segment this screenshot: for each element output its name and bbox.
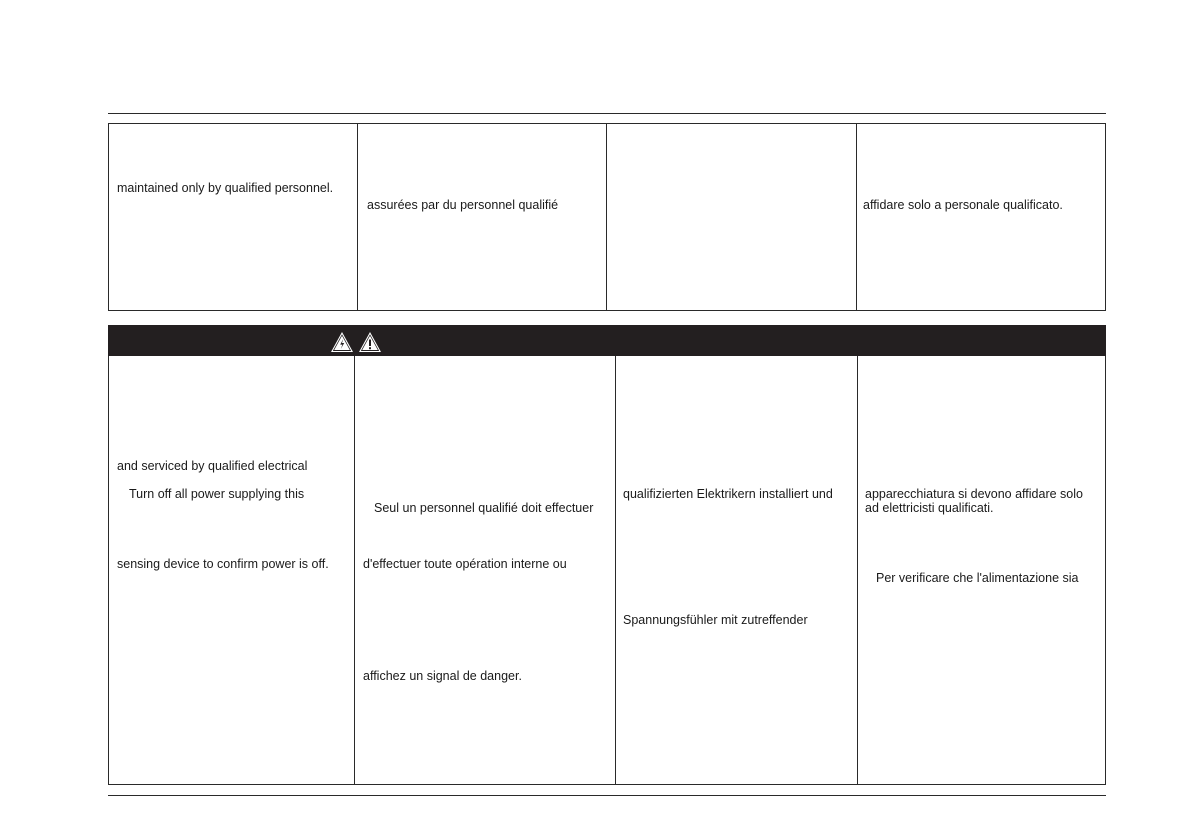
danger-text-it-1: apparecchiatura si devono affidare solo	[865, 487, 1083, 501]
top-text-fr: assurées par du personnel qualifié	[367, 198, 559, 212]
top-text-it: affidare solo a personale qualificato.	[863, 198, 1063, 212]
bottom-rule	[108, 795, 1106, 796]
electric-hazard-icon	[330, 331, 354, 353]
danger-text-fr-2: d'effectuer toute opération interne ou	[363, 557, 567, 571]
column-divider	[606, 123, 607, 311]
danger-text-it-3: Per verificare che l'alimentazione sia	[876, 571, 1079, 585]
danger-text-en-2: Turn off all power supplying this	[129, 487, 305, 501]
column-divider	[354, 356, 355, 785]
danger-text-fr-1: Seul un personnel qualifié doit effectuer	[374, 501, 594, 515]
danger-text-de-1: qualifizierten Elektrikern installiert und	[623, 487, 833, 501]
top-text-en: maintained only by qualified personnel.	[117, 181, 334, 195]
column-divider	[357, 123, 358, 311]
danger-text-de-2: Spannungsfühler mit zutreffender	[623, 613, 808, 627]
warning-icon	[358, 331, 382, 353]
top-table	[108, 123, 1106, 311]
column-divider	[857, 356, 858, 785]
danger-banner	[108, 325, 1106, 356]
column-divider	[615, 356, 616, 785]
column-divider	[856, 123, 857, 311]
danger-text-fr-3: affichez un signal de danger.	[363, 669, 522, 683]
top-rule	[108, 113, 1106, 114]
danger-text-en-1: and serviced by qualified electrical	[117, 459, 308, 473]
danger-text-en-3: sensing device to confirm power is off.	[117, 557, 329, 571]
danger-text-it-2: ad elettricisti qualificati.	[865, 501, 994, 515]
